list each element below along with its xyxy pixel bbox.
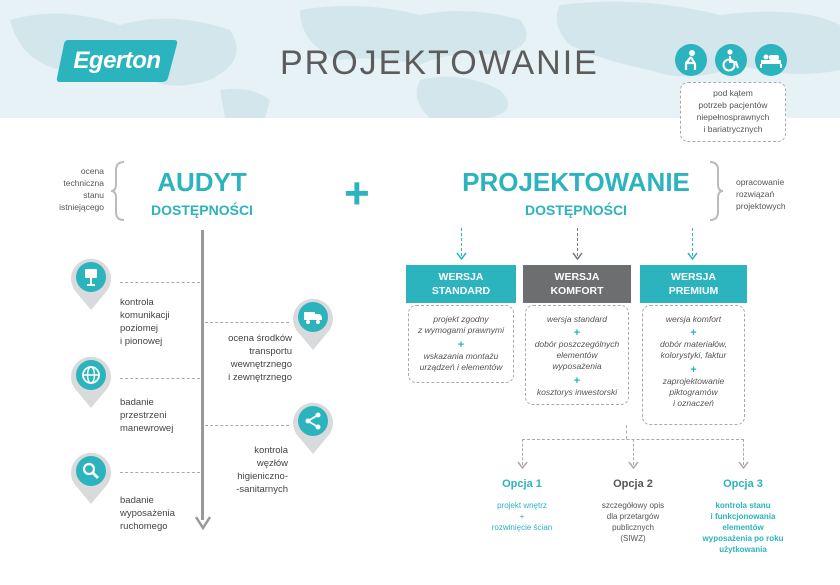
truck-icon: [298, 302, 328, 332]
patients-note-box: [680, 82, 786, 142]
page-title: PROJEKTOWANIE: [280, 44, 599, 82]
version-premium-head: WERSJA PREMIUM: [640, 265, 747, 303]
arrowhead: [687, 252, 698, 260]
map-pin: [68, 352, 114, 410]
audit-title: AUDYT: [157, 167, 247, 197]
logo-text: Egerton: [73, 47, 161, 74]
arrowhead: [738, 461, 749, 469]
option-3-text: kontrola stanu i funkcjonowania elementów wyposażenia po roku użytkowania: [702, 501, 784, 554]
design-side-note: opracowanie rozwiązań projektowych: [736, 177, 786, 211]
option-1-title: Opcja 1: [502, 478, 542, 490]
options-connector: [626, 425, 627, 439]
globe-icon: [76, 360, 106, 390]
arrowhead: [628, 461, 639, 469]
wheelchair-icon: [715, 44, 747, 76]
audit-item-label: badanie przestrzeni manewrowej: [120, 397, 174, 434]
option-2-text: szczegółowy opis dla przetargów publicznych (SIWZ): [601, 501, 665, 543]
arrowhead: [517, 461, 528, 469]
plus-sign: +: [573, 327, 581, 339]
plus-sign: +: [344, 169, 370, 218]
option-3-title: Opcja 3: [723, 478, 763, 490]
design-title: PROJEKTOWANIE: [462, 167, 690, 197]
design-right-brace: [708, 160, 724, 222]
audit-subtitle: DOSTĘPNOŚCI: [151, 202, 253, 218]
arrowhead: [572, 252, 583, 260]
connector-line: [120, 282, 200, 283]
plus-sign: +: [457, 339, 465, 351]
audit-side-note: ocena techniczna stanu istniejącego: [59, 166, 104, 212]
map-pin: [68, 448, 114, 506]
design-subtitle: DOSTĘPNOŚCI: [525, 202, 627, 218]
magnifier-icon: [76, 456, 106, 486]
version-item: wersja standard: [546, 314, 607, 324]
audit-item-label: badanie wyposażenia ruchomego: [120, 495, 175, 532]
option-1-text: projekt wnętrz + rozwinięcie ścian: [491, 501, 553, 532]
version-item: kosztorys inwestorski: [536, 387, 618, 397]
plus-sign: +: [690, 327, 697, 339]
signage-icon: [76, 262, 106, 292]
version-standard-head: WERSJA STANDARD: [406, 265, 516, 303]
plus-sign: +: [573, 375, 581, 387]
version-item: dobór poszczególnych elementów wyposażenia: [534, 339, 620, 371]
version-item: wersja komfort: [665, 314, 722, 324]
audit-item-label: kontrola węzłów higieniczno- -sanitarnych: [236, 445, 288, 495]
bariatric-bed-icon: [755, 44, 787, 76]
share-icon: [298, 406, 328, 436]
version-item: wskazania montażu urządzeń i elementów: [419, 351, 503, 372]
egerton-logo: [56, 38, 178, 84]
patients-note: pod kątem potrzeb pacjentów niepełnosprawnych i bariatrycznych: [696, 88, 770, 134]
audit-timeline: [201, 230, 204, 520]
timeline-arrowhead: [195, 516, 211, 530]
version-komfort-box: [525, 305, 629, 405]
map-pin: [68, 254, 114, 312]
plus-sign: +: [690, 364, 697, 376]
audit-item-label: ocena środków transportu wewnętrznego i zewnętrznego: [228, 333, 292, 383]
version-standard-box: [408, 305, 514, 383]
option-2-title: Opcja 2: [613, 478, 653, 490]
audit-left-brace: [110, 160, 126, 222]
audit-item-label: kontrola komunikacji poziomej i pionowej: [120, 297, 170, 347]
version-item: projekt zgodny z wymogami prawnymi: [418, 314, 504, 335]
map-pin: [290, 398, 336, 456]
version-premium-box: [642, 305, 745, 425]
connector-line: [205, 322, 289, 323]
connector-line: [120, 472, 200, 473]
version-item: zaprojektowanie piktogramów i oznaczeń: [662, 376, 725, 408]
version-komfort-head: WERSJA KOMFORT: [523, 265, 631, 303]
map-pin: [290, 294, 336, 352]
connector-line: [120, 378, 200, 379]
person-bending-icon: [675, 44, 707, 76]
connector-line: [205, 425, 289, 426]
arrowhead: [456, 252, 467, 260]
version-item: dobór materiałów, kolorystyki, faktur: [659, 339, 728, 360]
